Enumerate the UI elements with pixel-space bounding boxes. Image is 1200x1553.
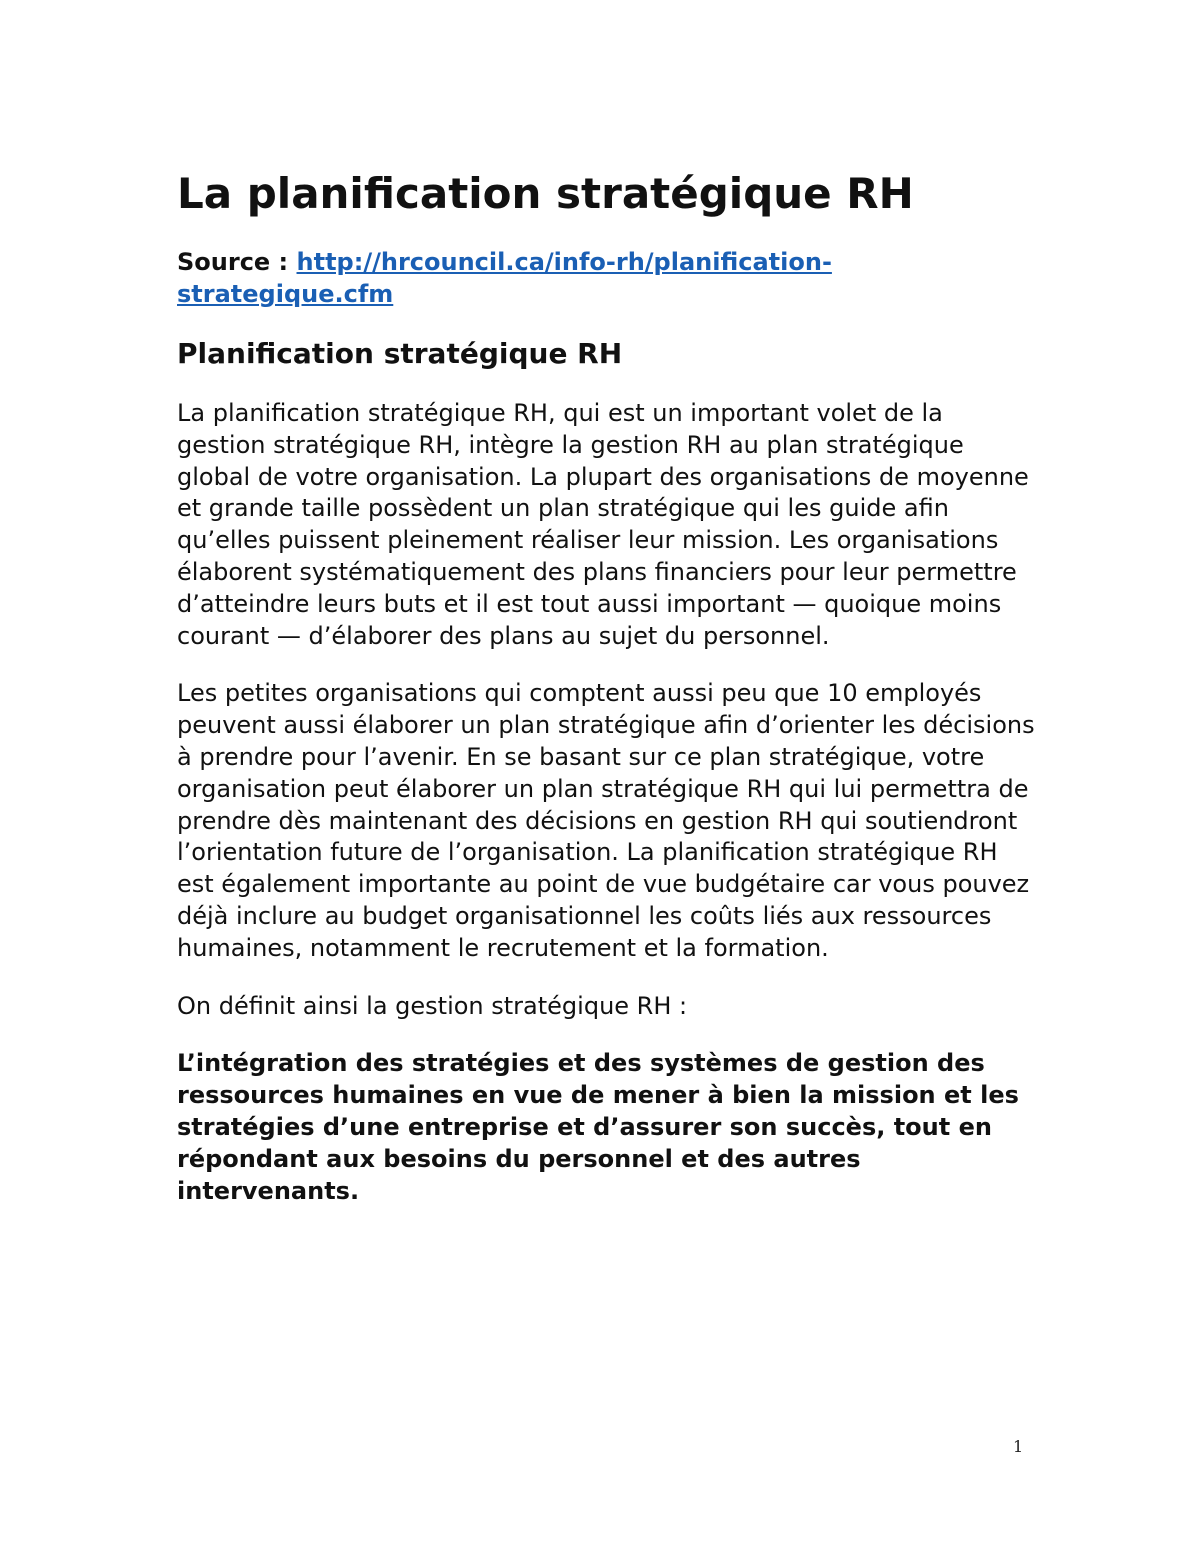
paragraph-intro: La planification stratégique RH, qui est un important volet de la gestion stratégique RH, intègre la gestion RH au plan stratégique global de votre organisation. La plupart des organisations de moyenne et grande taille possèdent un plan stratégique qui les guide afin qu’elles puissent pleinement réaliser leur mission. Les organisations élaborent systématiquement des plans financiers pour leur permettre d’atteindre leurs buts et il est tout aussi important — quoique moins courant — d’élaborer des plans au sujet du personnel.: [177, 399, 1029, 650]
document-page: [177, 166, 1037, 1207]
page-number: 1: [1013, 1437, 1024, 1456]
paragraph-definition-lead: On définit ainsi la gestion stratégique RH :: [177, 991, 688, 1020]
source-link[interactable]: http://hrcouncil.ca/info-rh/planification-strategique.cfm: [177, 248, 832, 308]
document-title: La planification stratégique RH: [177, 169, 914, 218]
paragraph-small-organizations: Les petites organisations qui comptent aussi peu que 10 employés peuvent aussi élaborer un plan stratégique afin d’orienter les décisions à prendre pour l’avenir. En se basant sur ce plan stratégique, votre organisation peut élaborer un plan stratégique RH qui lui permettra de prendre dès maintenant des décisions en gestion RH qui soutiendront l’orientation future de l’organisation. La planification stratégique RH est également importante au point de vue budgétaire car vous pouvez déjà inclure au budget organisationnel les coûts liés aux ressources humaines, notamment le recrutement et la formation.: [177, 679, 1035, 962]
definition-text: L’intégration des stratégies et des systèmes de gestion des ressources humaines en vue de mener à bien la mission et les stratégies d’une entreprise et d’assurer son succès, tout en répondant aux besoins du personnel et des autres intervenants.: [177, 1049, 1019, 1205]
source-line: [177, 246, 1037, 310]
section-heading: Planification stratégique RH: [177, 337, 623, 370]
source-label: Source :: [177, 248, 297, 276]
